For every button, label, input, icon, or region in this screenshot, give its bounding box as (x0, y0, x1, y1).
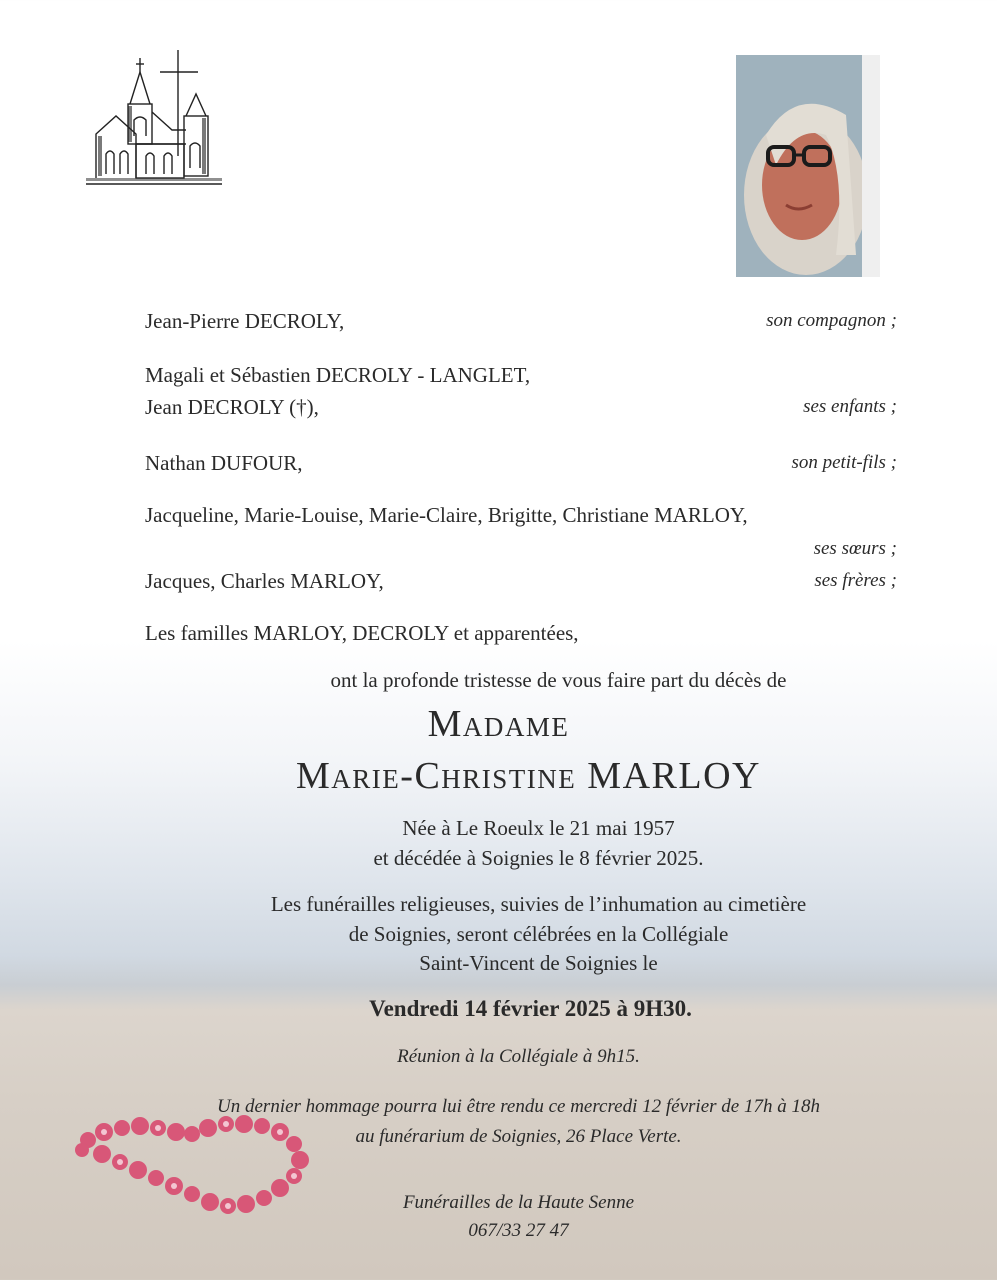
family-row (145, 566, 897, 596)
meeting-note: Réunion à la Collégiale à 9h15. (397, 1046, 640, 1067)
funeral-line-1: Les funérailles religieuses, suivies de l’inhumation au cimetière (270, 892, 807, 916)
family-relation: ses enfants ; (803, 396, 897, 417)
funeral-line-3: Saint-Vincent de Soignies le (419, 951, 658, 975)
deceased-name: Marie-Christine MARLOY (296, 755, 761, 797)
family-relation: son petit-fils ; (791, 452, 897, 473)
family-row (145, 392, 897, 422)
family-row (145, 618, 897, 648)
funeral-line-2: de Soignies, seront célébrées en la Collégiale (348, 922, 729, 946)
family-name: Magali et Sébastien DECROLY - LANGLET, (145, 363, 531, 387)
death-line: et décédée à Soignies le 8 février 2025. (373, 846, 704, 870)
family-name: Nathan DUFOUR, (145, 451, 303, 475)
family-name: Jacqueline, Marie-Louise, Marie-Claire, Brigitte, Christiane MARLOY, (145, 503, 748, 527)
family-relation: ses sœurs ; (813, 538, 897, 559)
undertaker-phone: 067/33 27 47 (468, 1220, 569, 1241)
birth-line: Née à Le Roeulx le 21 mai 1957 (402, 816, 675, 840)
homage-line-2: au funérarium de Soignies, 26 Place Verte. (355, 1126, 682, 1147)
church-logo-icon (82, 46, 224, 190)
deceased-title: Madame (427, 703, 570, 745)
family-row (145, 534, 897, 564)
family-name: Jean DECROLY (†), (145, 395, 319, 419)
family-row (145, 306, 897, 336)
funeral-date: Vendredi 14 février 2025 à 9H30. (369, 996, 692, 1021)
family-row (145, 360, 897, 390)
family-relation: son compagnon ; (766, 310, 897, 331)
family-name: Jacques, Charles MARLOY, (145, 569, 384, 593)
homage-line-1: Un dernier hommage pourra lui être rendu ce mercredi 12 février de 17h à 18h (217, 1096, 820, 1117)
family-name: Jean-Pierre DECROLY, (145, 309, 345, 333)
announcement-intro: ont la profonde tristesse de vous faire part du décès de (330, 668, 787, 692)
deceased-photo (736, 55, 880, 277)
undertaker-name: Funérailles de la Haute Senne (402, 1192, 635, 1213)
family-row (145, 500, 897, 530)
family-name: Les familles MARLOY, DECROLY et apparentées, (145, 621, 579, 645)
family-relation: ses frères ; (814, 570, 897, 591)
family-row (145, 448, 897, 478)
